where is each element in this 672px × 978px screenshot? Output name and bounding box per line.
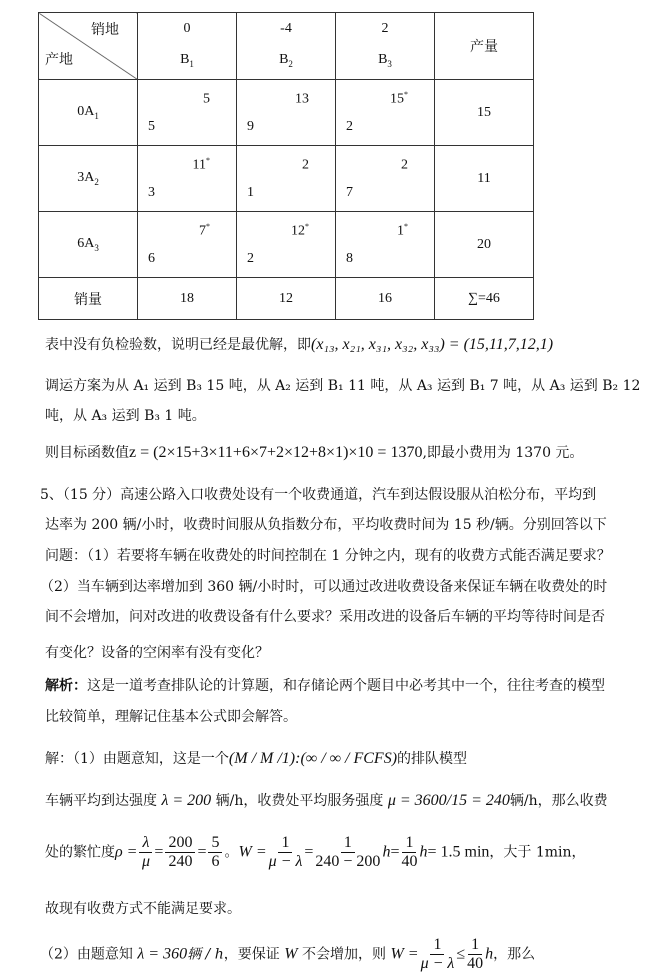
cost: 2: [302, 157, 309, 173]
table-cell: [138, 212, 237, 278]
solution-line: 解：（1）由题意知，这是一个(M / M /1):(∞ / ∞ / FCFS)的排队模型: [45, 750, 468, 767]
check-number: 5: [148, 119, 155, 134]
cost: 13: [295, 91, 309, 107]
cost: 2: [401, 157, 408, 173]
col-header: [336, 13, 435, 80]
check-number: 9: [247, 119, 254, 134]
table-cell: [336, 80, 435, 146]
cost: 7*: [199, 222, 210, 239]
table-row: [39, 80, 534, 146]
demand-value: 12: [237, 278, 336, 320]
table-row: [39, 146, 534, 212]
table-cell: [237, 146, 336, 212]
solution-line: 车辆平均到达强度 λ = 200 辆/h，收费处平均服务强度 μ = 3600/15 = 240辆/h，那么收费: [45, 792, 608, 809]
question-line: 间不会增加，问对改进的收费设备有什么要求？采用改进的设备后车辆的平均等待时间是否: [45, 609, 605, 625]
corner-bottom: 产地: [45, 53, 73, 68]
analysis-line: 解析：这是一道考查排队论的计算题，和存储论两个题目中必考其中一个，往往考查的模型: [45, 678, 605, 694]
check-number: 2: [346, 119, 353, 134]
table-cell: [336, 146, 435, 212]
supply-value: 20: [435, 212, 534, 278]
col-name: $B_1$: [180, 52, 194, 69]
question-line: 5、（15 分）高速公路入口收费处设有一个收费通道，汽车到达假设服从泊松分布，平均到: [40, 487, 597, 503]
solution-formula-line: （2）由题意知 λ = 360辆 / h，要保证 W 不会增加，则 W = $\frac{1}{\mu - \lambda}$ ≤ $\frac{1}{40}$ h，那么: [40, 936, 536, 972]
row-label: $0A_1$: [39, 80, 138, 146]
check-number: 7: [346, 185, 353, 200]
check-number: 1: [247, 185, 254, 200]
para-plan-2: 吨，从 A₃ 运到 B₃ 1 吨。: [45, 408, 206, 424]
col-name: $B_3$: [378, 52, 392, 69]
table-cell: [138, 146, 237, 212]
analysis-line: 比较简单，理解记住基本公式即会解答。: [45, 709, 297, 725]
potential: -4: [280, 21, 292, 36]
row-label: $6A_3$: [39, 212, 138, 278]
total: ∑=46: [435, 278, 534, 320]
col-header: [138, 13, 237, 80]
demand-value: 16: [336, 278, 435, 320]
corner-top: 销地: [91, 23, 119, 38]
corner-cell: [39, 13, 138, 80]
potential: 0: [183, 21, 191, 36]
check-number: 6: [148, 251, 155, 266]
transport-table: [38, 12, 534, 320]
table-cell: [237, 212, 336, 278]
demand-label: 销量: [39, 278, 138, 320]
para-plan-1: 调运方案为从 A₁ 运到 B₃ 15 吨，从 A₂ 运到 B₁ 11 吨，从 A₃ 运到 B₁ 7 吨，从 A₃ 运到 B₂ 12: [45, 378, 641, 394]
solution-line: 故现有收费方式不能满足要求。: [45, 901, 241, 917]
check-number: 8: [346, 251, 353, 266]
para-objective: 则目标函数值z = (2×15+3×11+6×7+2×12+8×1)×10 = 1370,即最小费用为 1370 元。: [45, 444, 584, 461]
solution-formula-line: 处的繁忙度ρ = $\frac{\lambda}{\mu}$ = $\frac{200}{240}$ = $\frac{5}{6}$ 。W = $\frac{1}{\mu - \lambda}$ = $\frac{1}{240 - 200}$ h= $\frac{1}{40}$ h= 1.5 min，大于 1min，: [45, 834, 586, 870]
demand-value: 18: [138, 278, 237, 320]
potential: 2: [381, 21, 389, 36]
table-cell: [336, 212, 435, 278]
question-line: 有变化？设备的空闲率有没有变化？: [45, 645, 269, 661]
question-line: 问题：（1）若要将车辆在收费处的时间控制在 1 分钟之内，现有的收费方式能否满足要求？: [45, 548, 611, 564]
cost: 12*: [291, 222, 309, 239]
row-label: $3A_2$: [39, 146, 138, 212]
para-optimal: 表中没有负检验数，说明已经是最优解，即(x₁₃, x₂₁, x₃₁, x₃₂, x₃₃) = (15,11,7,12,1): [45, 336, 554, 353]
check-number: 3: [148, 185, 155, 200]
col-name: $B_2$: [279, 52, 293, 69]
table-cell: [138, 80, 237, 146]
question-line: 达率为 200 辆/小时，收费时间服从负指数分布，平均收费时间为 15 秒/辆。分别回答以下: [45, 517, 607, 533]
cost: 1*: [397, 222, 408, 239]
table-cell: [237, 80, 336, 146]
supply-value: 15: [435, 80, 534, 146]
supply-header: 产量: [435, 13, 534, 80]
cost: 15*: [390, 90, 408, 107]
table-row: [39, 212, 534, 278]
col-header: [237, 13, 336, 80]
supply-value: 11: [435, 146, 534, 212]
cost: 5: [203, 91, 210, 107]
question-line: （2）当车辆到达率增加到 360 辆/小时时，可以通过改进收费设备来保证车辆在收费处的时: [40, 579, 608, 595]
check-number: 2: [247, 251, 254, 266]
cost: 11*: [192, 156, 210, 173]
